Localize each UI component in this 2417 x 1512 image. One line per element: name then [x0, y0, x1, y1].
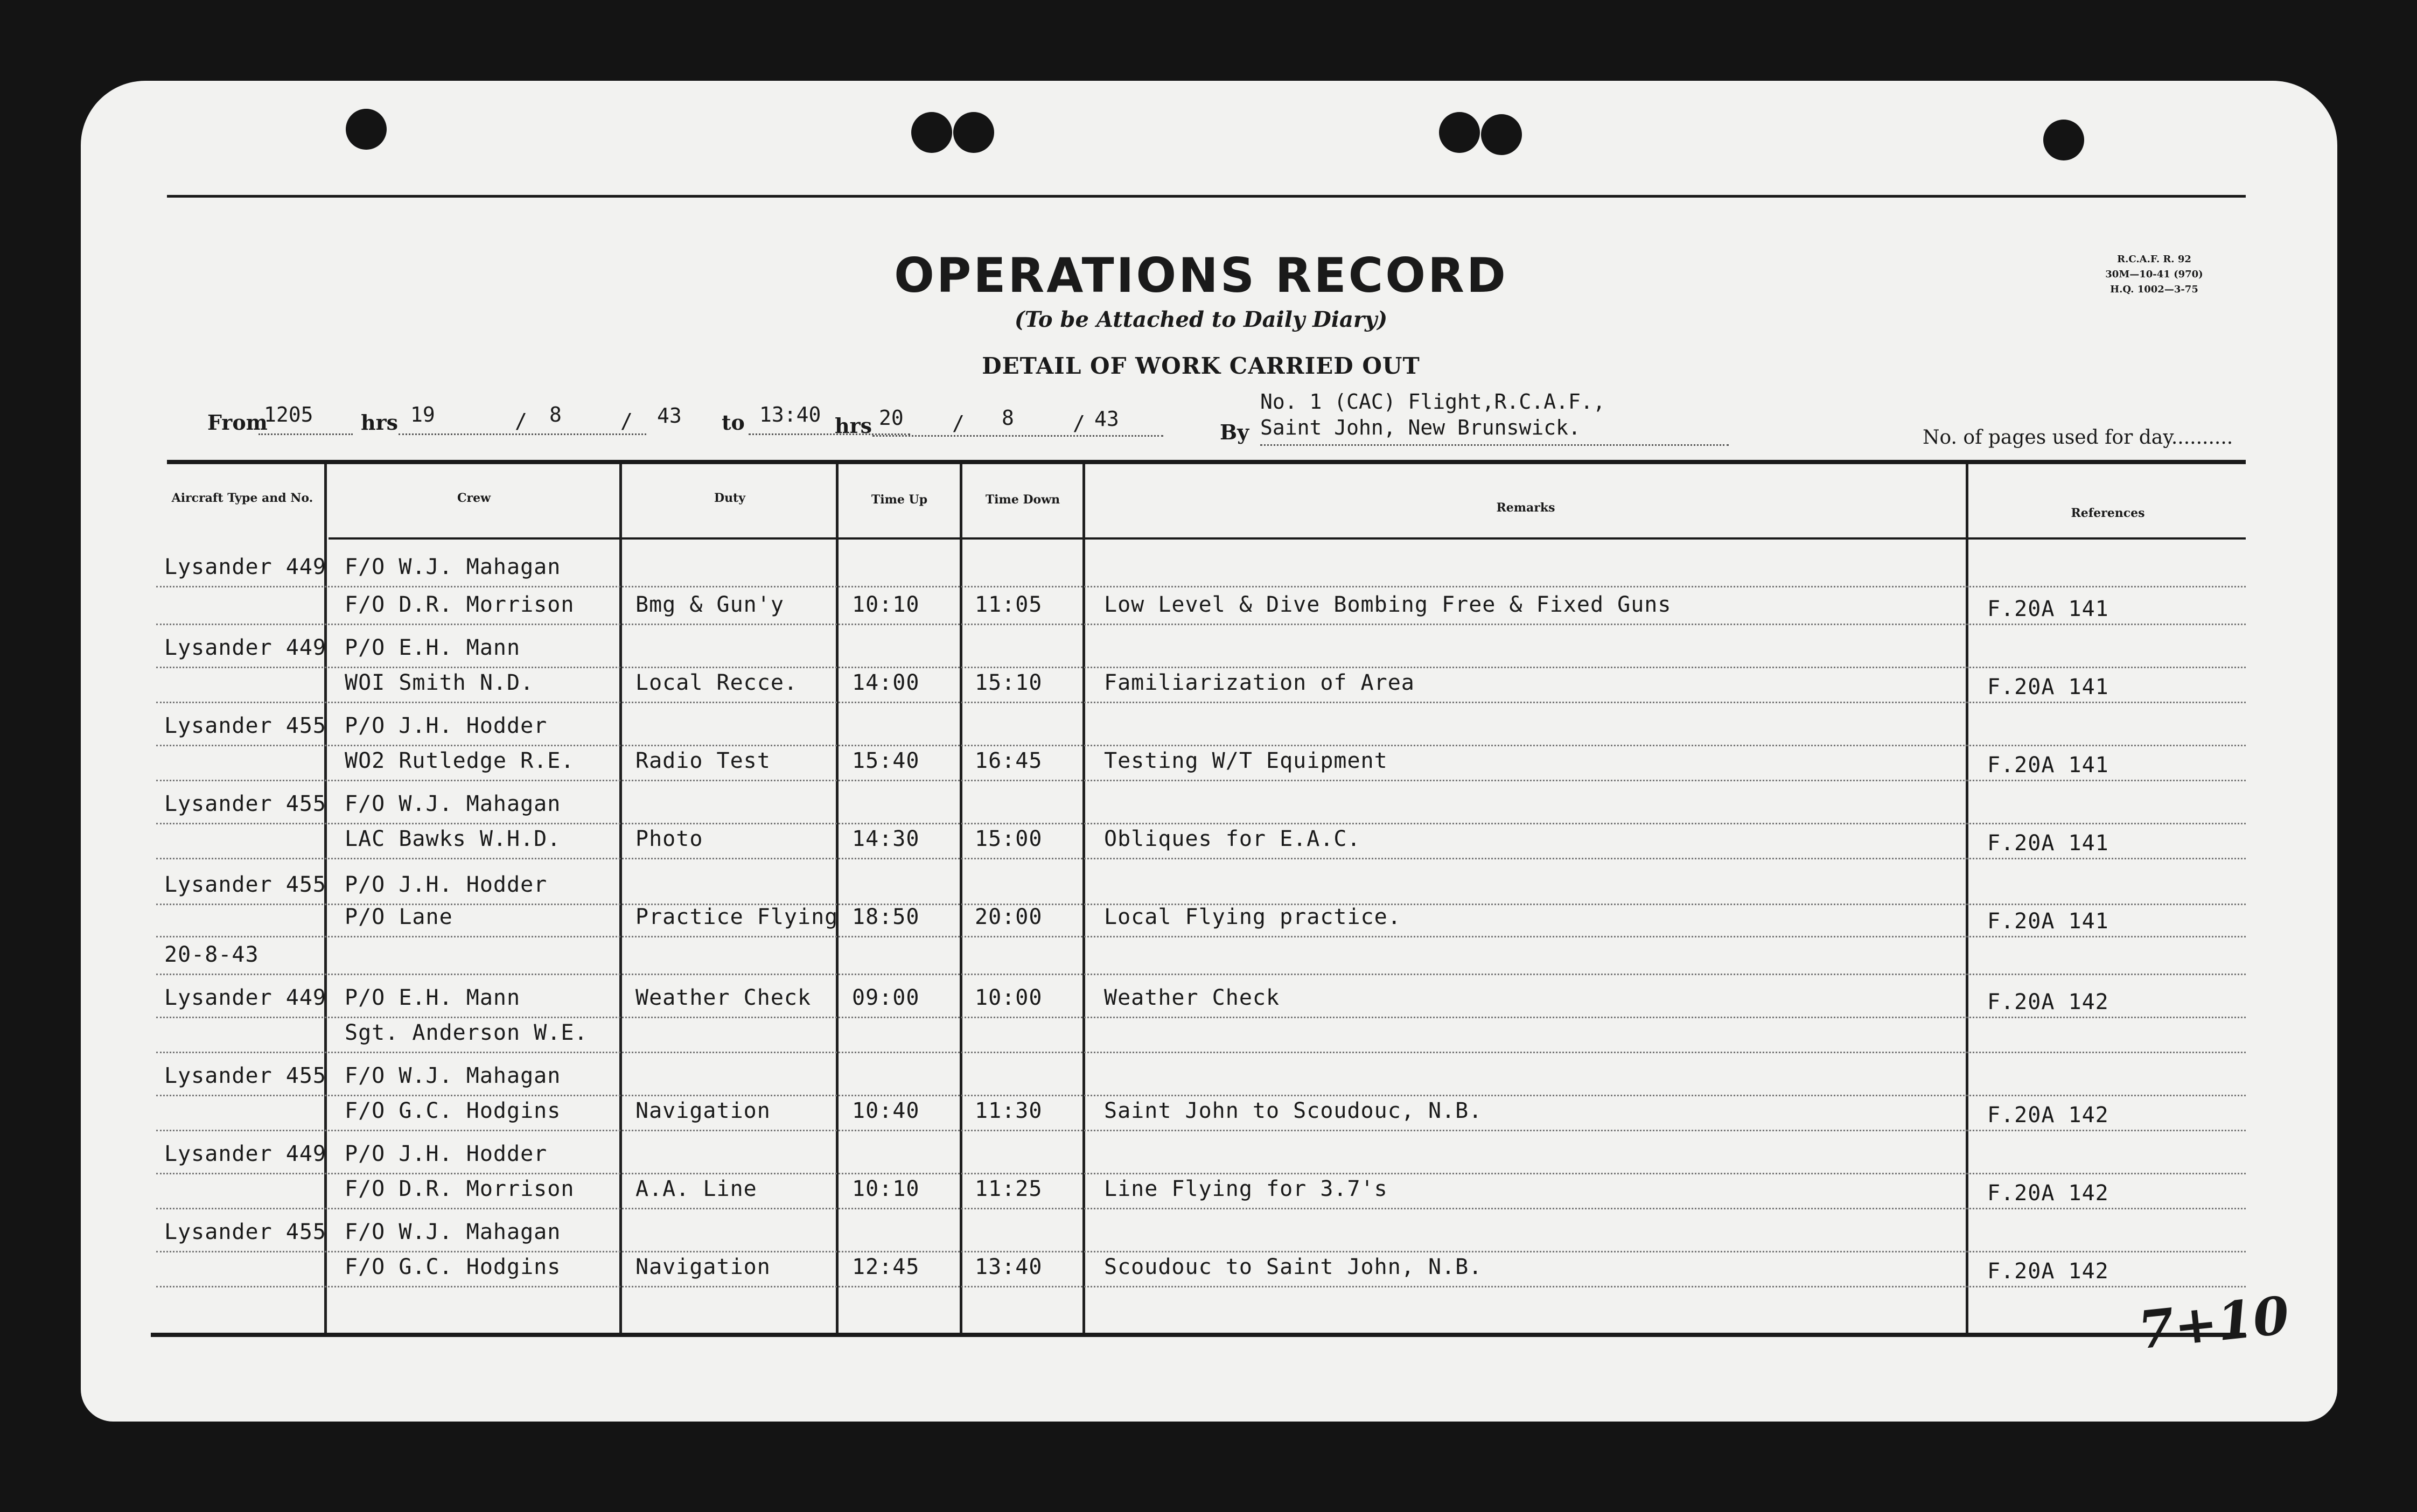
- to-year: 43: [1094, 407, 1119, 431]
- header-duty: Duty: [714, 491, 746, 505]
- time-up-cell: 10:10: [852, 1177, 920, 1201]
- form-code: [2084, 252, 2224, 297]
- time-down-cell: 11:30: [975, 1098, 1043, 1123]
- duty-cell: Navigation: [635, 1098, 771, 1123]
- column-divider: [1966, 464, 1968, 1333]
- row-ruling: [156, 624, 2246, 625]
- to-hrs-label: hrs: [835, 414, 872, 438]
- from-label: From: [207, 410, 268, 435]
- row-ruling: [156, 780, 2246, 781]
- row-ruling: [156, 667, 2246, 668]
- reference-cell: F.20A 142: [1987, 1103, 2109, 1128]
- time-up-cell: 10:10: [852, 592, 920, 617]
- crew-cell: F/O G.C. Hodgins: [345, 1255, 561, 1279]
- duty-cell: Radio Test: [635, 748, 771, 773]
- time-down-cell: 20:00: [975, 905, 1043, 929]
- crew-cell: P/O J.H. Hodder: [345, 713, 548, 738]
- row-ruling: [156, 745, 2246, 746]
- row-ruling: [156, 586, 2246, 587]
- time-up-cell: 12:45: [852, 1255, 920, 1279]
- crew-cell: P/O E.H. Mann: [345, 635, 521, 660]
- row-ruling: [156, 936, 2246, 937]
- header-time-up: Time Up: [871, 493, 928, 507]
- to-month: 8: [1002, 406, 1014, 430]
- hrs-label: hrs: [361, 410, 399, 435]
- to-day: 20: [879, 406, 904, 430]
- row-ruling: [156, 1017, 2246, 1018]
- reference-cell: F.20A 141: [1987, 909, 2109, 934]
- duty-cell: Practice Flying: [635, 905, 839, 929]
- from-month: 8: [549, 403, 562, 426]
- punch-hole: [911, 112, 952, 153]
- aircraft-cell: Lysander 449: [164, 1142, 326, 1166]
- crew-cell: P/O E.H. Mann: [345, 985, 521, 1010]
- reference-cell: F.20A 141: [1987, 675, 2109, 699]
- aircraft-cell: Lysander 449: [164, 555, 326, 579]
- remarks-cell: Weather Check: [1104, 985, 1280, 1010]
- date-separator: /: [952, 411, 965, 435]
- date-separator: /: [515, 409, 527, 433]
- column-divider: [324, 464, 327, 1333]
- reference-cell: F.20A 141: [1987, 831, 2109, 856]
- row-ruling: [156, 702, 2246, 703]
- time-down-cell: 11:25: [975, 1177, 1043, 1201]
- remarks-cell: Scoudouc to Saint John, N.B.: [1104, 1255, 1483, 1279]
- reference-cell: F.20A 141: [1987, 597, 2109, 621]
- punch-hole: [1439, 112, 1480, 153]
- unit-name: No. 1 (CAC) Flight,R.C.A.F.,: [1260, 390, 1605, 414]
- from-day: 19: [410, 403, 435, 426]
- remarks-cell: Obliques for E.A.C.: [1104, 827, 1361, 851]
- table-bottom-rule: [151, 1333, 2246, 1337]
- crew-cell: F/O W.J. Mahagan: [345, 1220, 561, 1244]
- row-ruling: [156, 1286, 2246, 1287]
- punch-hole: [2043, 120, 2084, 160]
- row-ruling: [156, 1052, 2246, 1053]
- aircraft-cell: Lysander 455: [164, 1063, 326, 1088]
- duty-cell: Photo: [635, 827, 703, 851]
- duty-cell: A.A. Line: [635, 1177, 757, 1201]
- detail-heading: DETAIL OF WORK CARRIED OUT: [982, 353, 1420, 379]
- row-ruling: [156, 1251, 2246, 1252]
- column-divider: [960, 464, 962, 1333]
- to-label: to: [722, 410, 745, 435]
- reference-cell: F.20A 142: [1987, 1181, 2109, 1206]
- top-rule: [167, 195, 2246, 198]
- header-crew: Crew: [457, 491, 491, 505]
- time-up-cell: 09:00: [852, 985, 920, 1010]
- crew-cell: WO2 Rutledge R.E.: [345, 748, 575, 773]
- row-ruling: [156, 1173, 2246, 1174]
- row-ruling: [156, 1208, 2246, 1209]
- row-ruling: [156, 1130, 2246, 1131]
- crew-cell: P/O J.H. Hodder: [345, 1142, 548, 1166]
- time-down-cell: 15:10: [975, 670, 1043, 695]
- crew-cell: F/O W.J. Mahagan: [345, 555, 561, 579]
- row-ruling: [156, 823, 2246, 824]
- time-down-cell: 13:40: [975, 1255, 1043, 1279]
- crew-cell: LAC Bawks W.H.D.: [345, 827, 561, 851]
- form-code-line: 30M—10-41 (970): [2105, 269, 2203, 280]
- row-ruling: [156, 858, 2246, 859]
- crew-cell: WOI Smith N.D.: [345, 670, 534, 695]
- aircraft-cell: Lysander 455: [164, 872, 326, 897]
- from-time-underline: [259, 433, 353, 435]
- punch-hole: [346, 109, 387, 150]
- crew-cell: F/O W.J. Mahagan: [345, 792, 561, 816]
- time-down-cell: 16:45: [975, 748, 1043, 773]
- from-year: 43: [657, 404, 682, 428]
- crew-cell: P/O J.H. Hodder: [345, 872, 548, 897]
- punch-hole: [1481, 114, 1522, 155]
- time-down-cell: 10:00: [975, 985, 1043, 1010]
- date-separator: /: [1073, 411, 1085, 435]
- to-date-underline: [872, 435, 1163, 437]
- header-references: References: [2071, 506, 2145, 520]
- column-divider: [836, 464, 839, 1333]
- time-up-cell: 14:30: [852, 827, 920, 851]
- table-header-rule: [329, 537, 2246, 540]
- crew-cell: F/O W.J. Mahagan: [345, 1063, 561, 1088]
- header-time-down: Time Down: [985, 493, 1060, 507]
- by-label: By: [1220, 420, 1249, 444]
- header-remarks: Remarks: [1496, 501, 1555, 515]
- remarks-cell: Saint John to Scoudouc, N.B.: [1104, 1098, 1483, 1123]
- column-divider: [1082, 464, 1085, 1333]
- from-time: 1205: [264, 403, 313, 426]
- from-date-underline: [399, 433, 646, 435]
- operations-record-card: [81, 81, 2337, 1422]
- time-up-cell: 14:00: [852, 670, 920, 695]
- aircraft-cell: Lysander 449: [164, 635, 326, 660]
- reference-cell: F.20A 142: [1987, 990, 2109, 1014]
- page-subtitle: (To be Attached to Daily Diary): [1014, 307, 1388, 332]
- pages-used-label: No. of pages used for day..........: [1923, 426, 2233, 449]
- time-up-cell: 10:40: [852, 1098, 920, 1123]
- header-aircraft: Aircraft Type and No.: [171, 491, 313, 505]
- time-down-cell: 11:05: [975, 592, 1043, 617]
- row-ruling: [156, 974, 2246, 975]
- remarks-cell: Local Flying practice.: [1104, 905, 1401, 929]
- by-underline: [1260, 444, 1729, 446]
- duty-cell: Local Recce.: [635, 670, 798, 695]
- punch-hole: [953, 112, 994, 153]
- aircraft-cell: Lysander 455: [164, 713, 326, 738]
- duty-cell: Weather Check: [635, 985, 812, 1010]
- time-up-cell: 15:40: [852, 748, 920, 773]
- page-title: OPERATIONS RECORD: [894, 248, 1508, 303]
- column-divider: [619, 464, 622, 1333]
- to-time: 13:40: [759, 403, 821, 426]
- reference-cell: F.20A 141: [1987, 753, 2109, 778]
- remarks-cell: Line Flying for 3.7's: [1104, 1177, 1388, 1201]
- crew-cell: P/O Lane: [345, 905, 453, 929]
- crew-cell: F/O D.R. Morrison: [345, 1177, 575, 1201]
- form-code-line: H.Q. 1002—3-75: [2110, 284, 2198, 295]
- handwritten-signature: 7+10: [2135, 1284, 2292, 1361]
- aircraft-cell: Lysander 449: [164, 985, 326, 1010]
- reference-cell: F.20A 142: [1987, 1259, 2109, 1284]
- time-down-cell: 15:00: [975, 827, 1043, 851]
- remarks-cell: Low Level & Dive Bombing Free & Fixed Guns: [1104, 592, 1672, 617]
- remarks-cell: Testing W/T Equipment: [1104, 748, 1388, 773]
- aircraft-cell: Lysander 455: [164, 792, 326, 816]
- crew-cell: F/O D.R. Morrison: [345, 592, 575, 617]
- aircraft-cell: 20-8-43: [164, 942, 259, 967]
- row-ruling: [156, 1095, 2246, 1096]
- table-top-rule: [167, 460, 2246, 464]
- time-up-cell: 18:50: [852, 905, 920, 929]
- aircraft-cell: Lysander 455: [164, 1220, 326, 1244]
- date-separator: /: [620, 409, 633, 433]
- form-code-line: R.C.A.F. R. 92: [2117, 254, 2191, 265]
- unit-location: Saint John, New Brunswick.: [1260, 416, 1581, 439]
- remarks-cell: Familiarization of Area: [1104, 670, 1415, 695]
- duty-cell: Bmg & Gun'y: [635, 592, 784, 617]
- crew-cell: F/O G.C. Hodgins: [345, 1098, 561, 1123]
- crew-cell: Sgt. Anderson W.E.: [345, 1020, 588, 1045]
- duty-cell: Navigation: [635, 1255, 771, 1279]
